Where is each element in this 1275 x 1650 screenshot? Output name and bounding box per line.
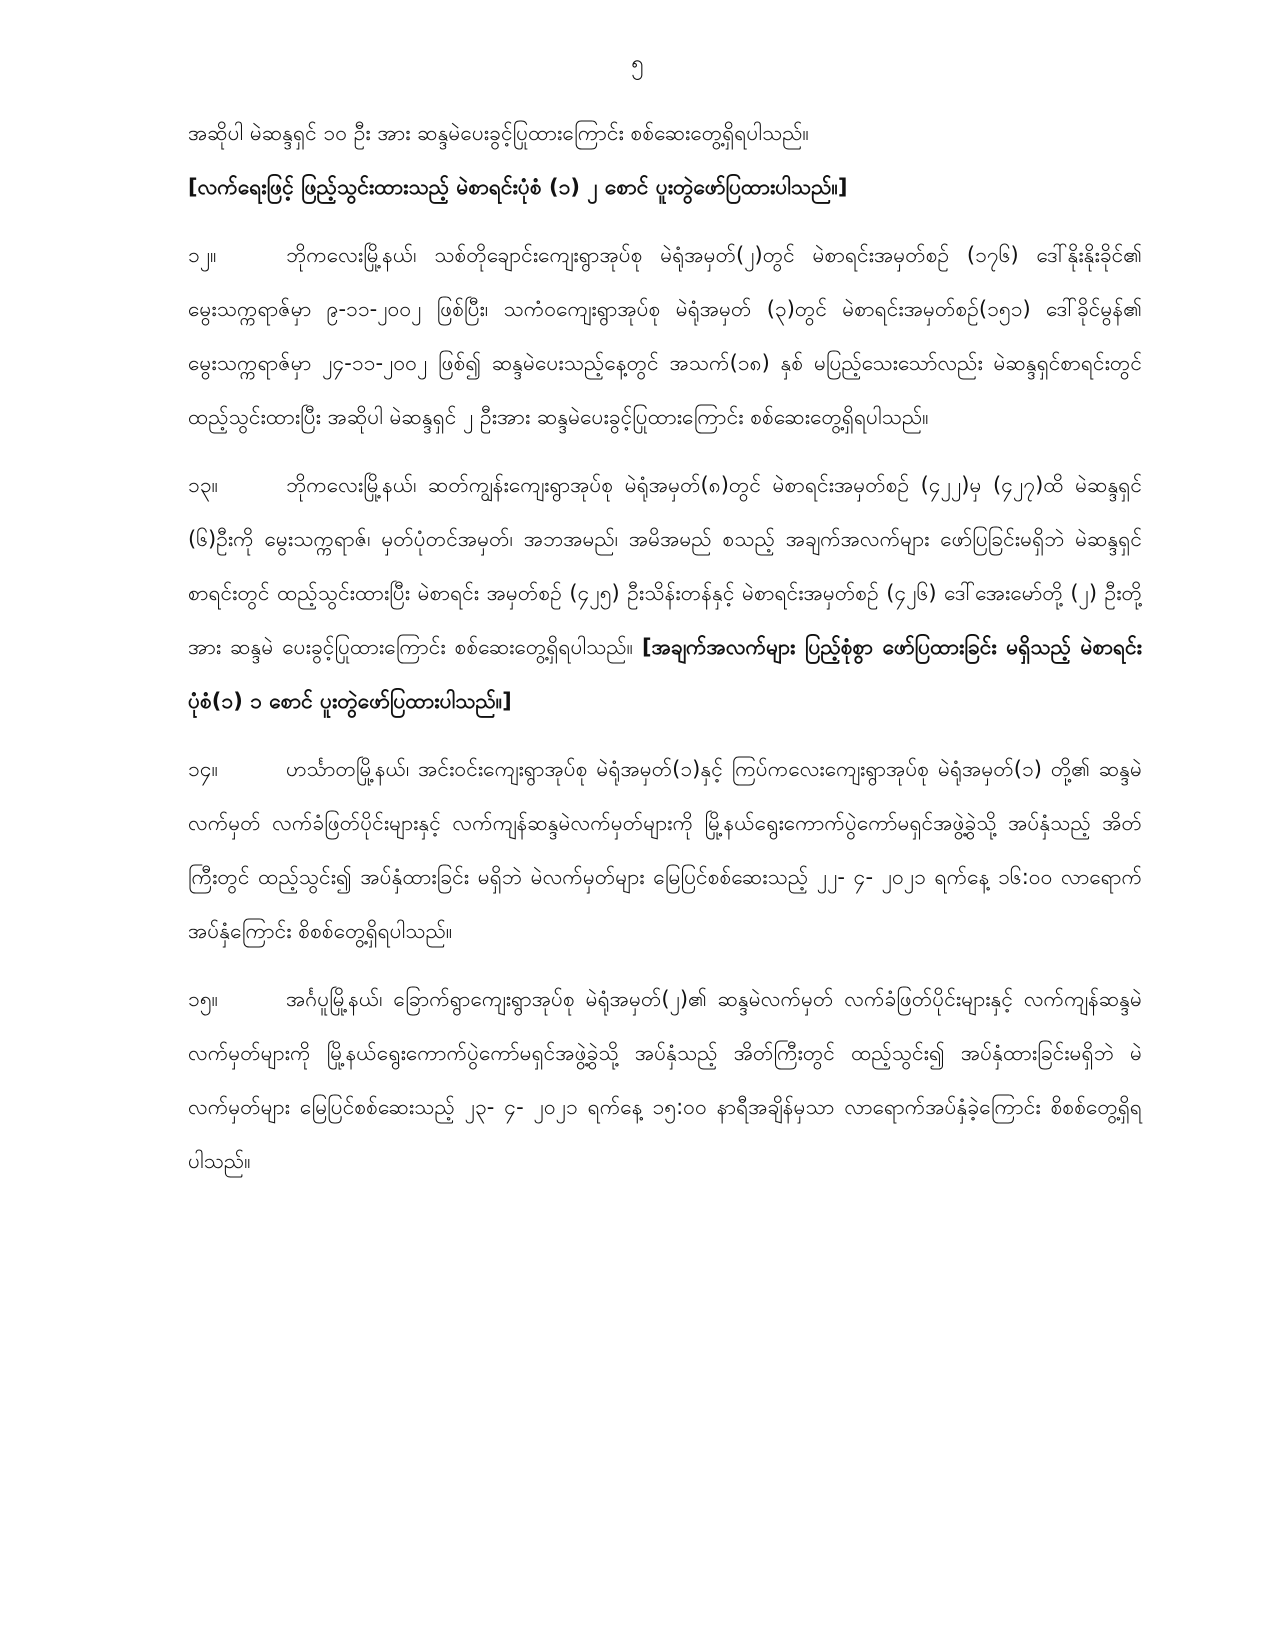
paragraph-14 (188, 742, 1142, 958)
paragraph-12 (188, 228, 1142, 444)
attachment-note: [လက်ရေးဖြင့် ဖြည့်သွင်းထားသည့် မဲစာရင်းပုံစံ (၁) ၂ စောင် ပူးတွဲဖော်ပြထားပါသည်။] (188, 175, 848, 199)
document-body (188, 106, 1142, 1202)
paragraph-15 (188, 972, 1142, 1188)
paragraph-number: ၁၂။ (188, 243, 217, 267)
paragraph-text: ဟင်္သာတမြို့နယ်၊ အင်းဝင်းကျေးရွာအုပ်စု မဲရုံအမှတ်(၁)နှင့် ကြပ်ကလေးကျေးရွာအုပ်စု မဲရုံအမှတ်(၁) တို့၏ ဆန္ဒမဲလက်မှတ် လက်ခံဖြတ်ပိုင်းများနှင့် လက်ကျန်ဆန္ဒမဲလက်မှတ်များကို မြို့နယ်ရွေးကောက်ပွဲကော်မရှင်အဖွဲ့ခွဲသို့ အပ်နှံသည့် အိတ်ကြီးတွင် ထည့်သွင်း၍ အပ်နှံထားခြင်း မရှိဘဲ မဲလက်မှတ်များ မြေပြင်စစ်ဆေးသည့် ၂၂- ၄- ၂၀၂၁ ရက်နေ့ ၁၆:၀၀ လာရောက်အပ်နှံကြောင်း စိစစ်တွေ့ရှိရပါသည်။ (188, 757, 1142, 943)
paragraph-text: အင်္ဂပူမြို့နယ်၊ ခြောက်ရွာကျေးရွာအုပ်စု မဲရုံအမှတ်(၂)၏ ဆန္ဒမဲလက်မှတ် လက်ခံဖြတ်ပိုင်းများနှင့် လက်ကျန်ဆန္ဒမဲလက်မှတ်များကို မြို့နယ်ရွေးကောက်ပွဲကော်မရှင်အဖွဲ့ခွဲသို့ အပ်နှံသည့် အိတ်ကြီးတွင် ထည့်သွင်း၍ အပ်နှံထားခြင်းမရှိဘဲ မဲလက်မှတ်များ မြေပြင်စစ်ဆေးသည့် ၂၃- ၄- ၂၀၂၁ ရက်နေ့ ၁၅:၀၀ နာရီအချိန်မှသာ လာရောက်အပ်နှံခဲ့ကြောင်း စိစစ်တွေ့ရှိရပါသည်။ (188, 987, 1142, 1173)
paragraph-text: ဘိုကလေးမြို့နယ်၊ သစ်တိုချောင်းကျေးရွာအုပ်စု မဲရုံအမှတ်(၂)တွင် မဲစာရင်းအမှတ်စဉ် (၁၇၆) ဒေါ်နိုးနိုးခိုင်၏ မွေးသက္ကရာဇ်မှာ ၉-၁၁-၂၀၀၂ ဖြစ်ပြီး၊ သကံ၀ကျေးရွာအုပ်စု မဲရုံအမှတ် (၃)တွင် မဲစာရင်းအမှတ်စဉ်(၁၅၁) ဒေါ်ခိုင်မွန်၏ မွေးသက္ကရာဇ်မှာ ၂၄-၁၁-၂၀၀၂ ဖြစ်၍ ဆန္ဒမဲပေးသည့်နေ့တွင် အသက်(၁၈) နှစ် မပြည့်သေးသော်လည်း မဲဆန္ဒရှင်စာရင်းတွင် ထည့်သွင်းထားပြီး အဆိုပါ မဲဆန္ဒရှင် ၂ ဦးအား ဆန္ဒမဲပေးခွင့်ပြုထားကြောင်း စစ်ဆေးတွေ့ရှိရပါသည်။ (188, 243, 1142, 429)
paragraph-number: ၁၃။ (188, 473, 218, 497)
attachment-note: [အချက်အလက်များ ပြည့်စုံစွာ ဖော်ပြထားခြင်း မရှိသည့် မဲစာရင်း ပုံစံ(၁) ၁ စောင် ပူးတွဲဖော်ပြထားပါသည်။] (188, 635, 1142, 713)
paragraph-number: ၁၄။ (188, 757, 218, 781)
page-number: ၅ (631, 51, 644, 76)
paragraph-text: အဆိုပါ မဲဆန္ဒရှင် ၁၀ ဦး အား ဆန္ဒမဲပေးခွင့်ပြုထားကြောင်း စစ်ဆေးတွေ့ရှိရပါသည်။ (188, 121, 809, 145)
paragraph-continuation (188, 106, 1142, 214)
paragraph-13 (188, 458, 1142, 728)
paragraph-number: ၁၅။ (188, 987, 218, 1011)
paragraph-text: ဘိုကလေးမြို့နယ်၊ ဆတ်ကျွန်းကျေးရွာအုပ်စု မဲရုံအမှတ်(၈)တွင် မဲစာရင်းအမှတ်စဉ် (၄၂၂)မှ (၄၂၇)ထိ မဲဆန္ဒရှင် (၆)ဦးကို မွေးသက္ကရာဇ်၊ မှတ်ပုံတင်အမှတ်၊ အဘအမည်၊ အမိအမည် စသည့် အချက်အလက်များ ဖော်ပြခြင်းမရှိဘဲ မဲဆန္ဒရှင်စာရင်းတွင် ထည့်သွင်းထားပြီး မဲစာရင်း အမှတ်စဉ် (၄၂၅) ဦးသိန်းတန်နှင့် မဲစာရင်းအမှတ်စဉ် (၄၂၆) ဒေါ်အေးမော်တို့ (၂) ဦးတို့အား ဆန္ဒမဲ ပေးခွင့်ပြုထားကြောင်း စစ်ဆေးတွေ့ရှိရပါသည်။ (188, 473, 1142, 659)
